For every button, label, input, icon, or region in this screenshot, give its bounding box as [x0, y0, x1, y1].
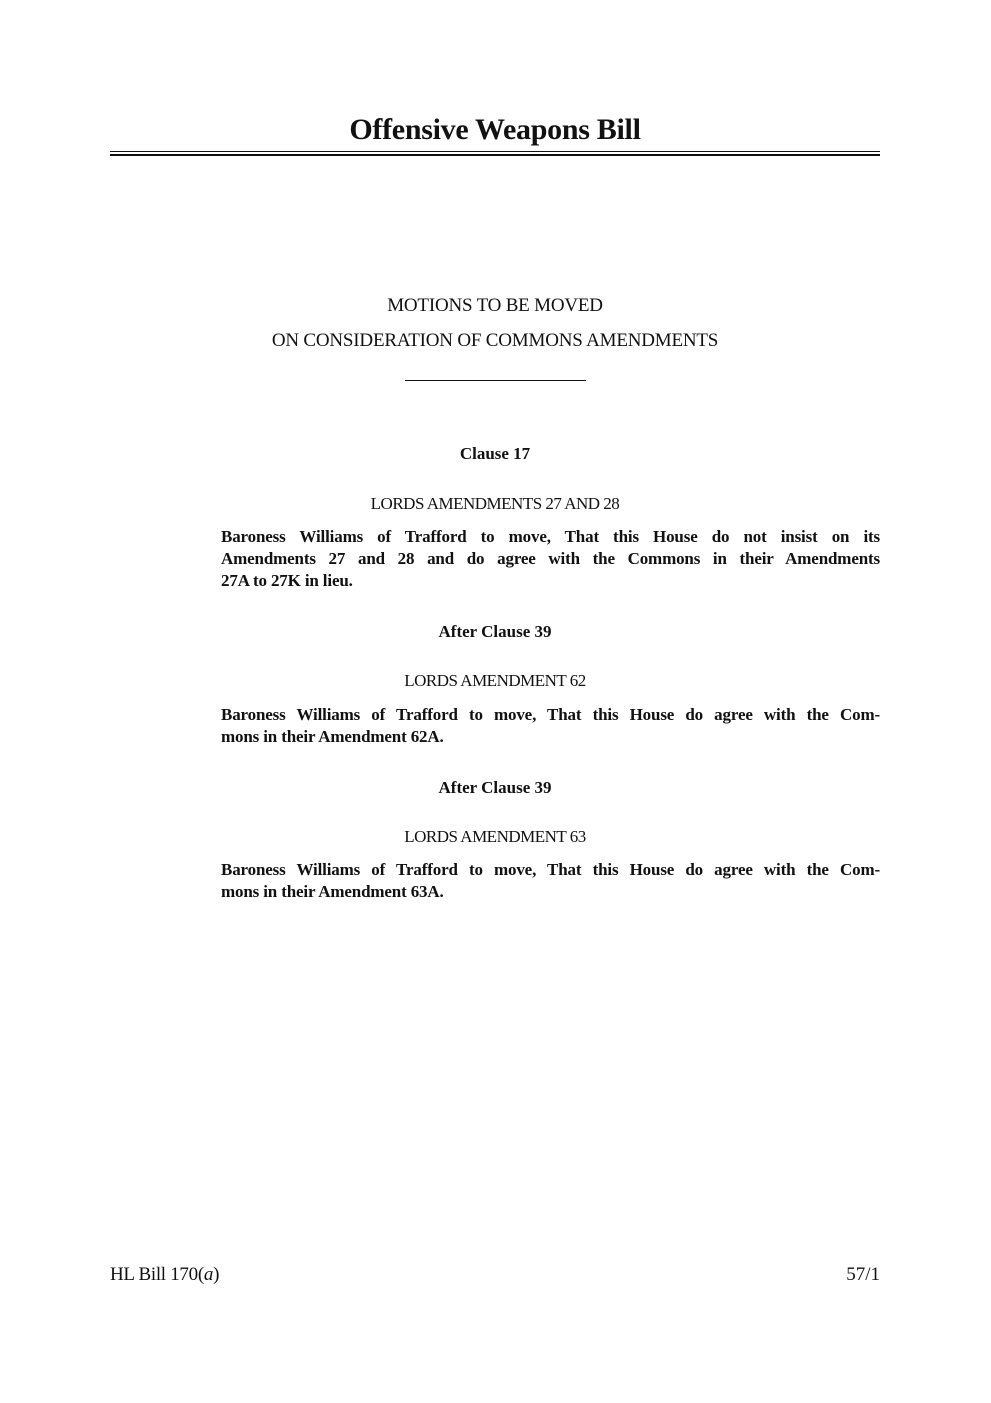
clause-heading: Clause 17	[459, 444, 531, 463]
amendment-heading: LORDS AMENDMENTS 27 AND 28	[370, 494, 620, 513]
amendment-heading: LORDS AMENDMENT 62	[404, 671, 586, 690]
motion-line: mons in their Amendment 63A.	[221, 882, 444, 901]
bill-ref-prefix: HL Bill 170(	[110, 1264, 204, 1285]
motion-line: mons in their Amendment 62A.	[221, 727, 444, 746]
clause-heading: After Clause 39	[438, 778, 552, 797]
bill-ref-italic: a	[203, 1264, 214, 1285]
motion-line: Amendments 27 and 28 and do agree with the Commons in their Amendments	[221, 549, 880, 568]
bill-ref-suffix: )	[213, 1264, 220, 1285]
heading-line-1: MOTIONS TO BE MOVED	[387, 295, 603, 316]
clause-heading: After Clause 39	[438, 622, 552, 641]
motion-text	[221, 859, 880, 903]
motion-text	[221, 704, 880, 748]
motion-line: 27A to 27K in lieu.	[221, 571, 353, 590]
motion-line: Baroness Williams of Trafford to move, That this House do agree with the Com-	[221, 705, 880, 724]
motion-line: Baroness Williams of Trafford to move, That this House do not insist on its	[221, 527, 880, 546]
document-title: Offensive Weapons Bill	[349, 113, 641, 146]
motion-line: Baroness Williams of Trafford to move, That this House do agree with the Com-	[221, 860, 880, 879]
heading-line-2: ON CONSIDERATION OF COMMONS AMENDMENTS	[271, 330, 719, 351]
title-double-rule	[110, 151, 880, 156]
section-divider	[405, 380, 586, 381]
bill-reference	[110, 1263, 219, 1287]
motion-text	[221, 526, 880, 592]
amendment-heading: LORDS AMENDMENT 63	[404, 827, 586, 846]
page-reference: 57/1	[846, 1264, 880, 1285]
